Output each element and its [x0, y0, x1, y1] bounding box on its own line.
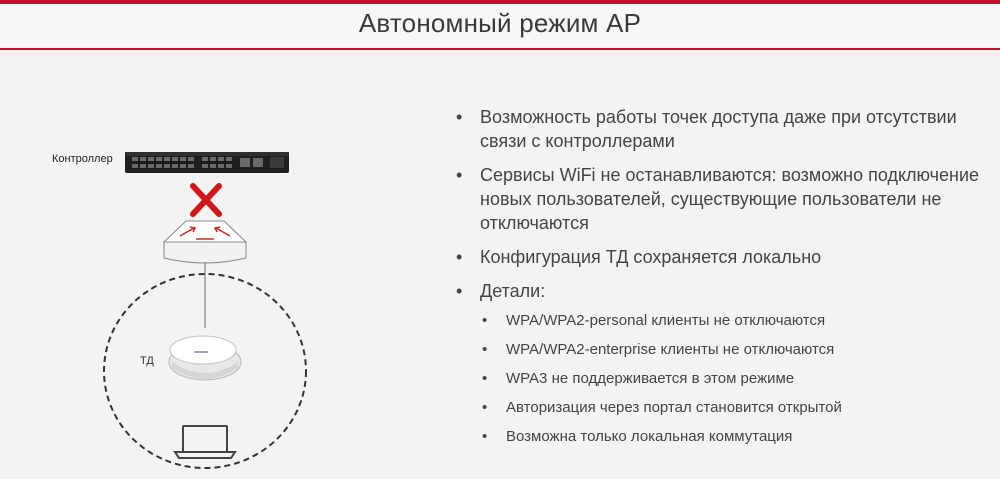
access-point-label: ТД	[140, 355, 154, 367]
router-icon	[164, 221, 246, 263]
sub-bullet-item: • WPA3 не поддерживается в этом режиме	[506, 369, 976, 388]
page-title: Автономный режим АР	[358, 8, 642, 38]
sub-bullet-list	[506, 311, 976, 456]
x-mark-icon	[193, 186, 219, 214]
laptop-icon	[175, 426, 235, 458]
bullet-item: • Возможность работы точек доступа даже при отсутствии связи с контроллерами	[480, 105, 980, 153]
switch-icon	[125, 152, 289, 173]
controller-label: Контроллер	[52, 153, 113, 165]
bullet-item: • Сервисы WiFi не останавливаются: возможно подключение новых пользователей, существующие пользователи не отключаются	[480, 163, 980, 235]
sub-bullet-item: • WPA/WPA2-personal клиенты не отключаются	[506, 311, 976, 330]
sub-bullet-item: • WPA/WPA2-enterprise клиенты не отключаются	[506, 340, 976, 359]
access-point-icon	[169, 336, 241, 380]
bullet-list	[480, 105, 980, 313]
bullet-item: • Конфигурация ТД сохраняется локально	[480, 245, 980, 269]
sub-bullet-item: • Возможна только локальная коммутация	[506, 427, 976, 446]
bullet-item: • Детали:	[480, 279, 980, 303]
sub-bullet-item: • Авторизация через портал становится открытой	[506, 398, 976, 417]
